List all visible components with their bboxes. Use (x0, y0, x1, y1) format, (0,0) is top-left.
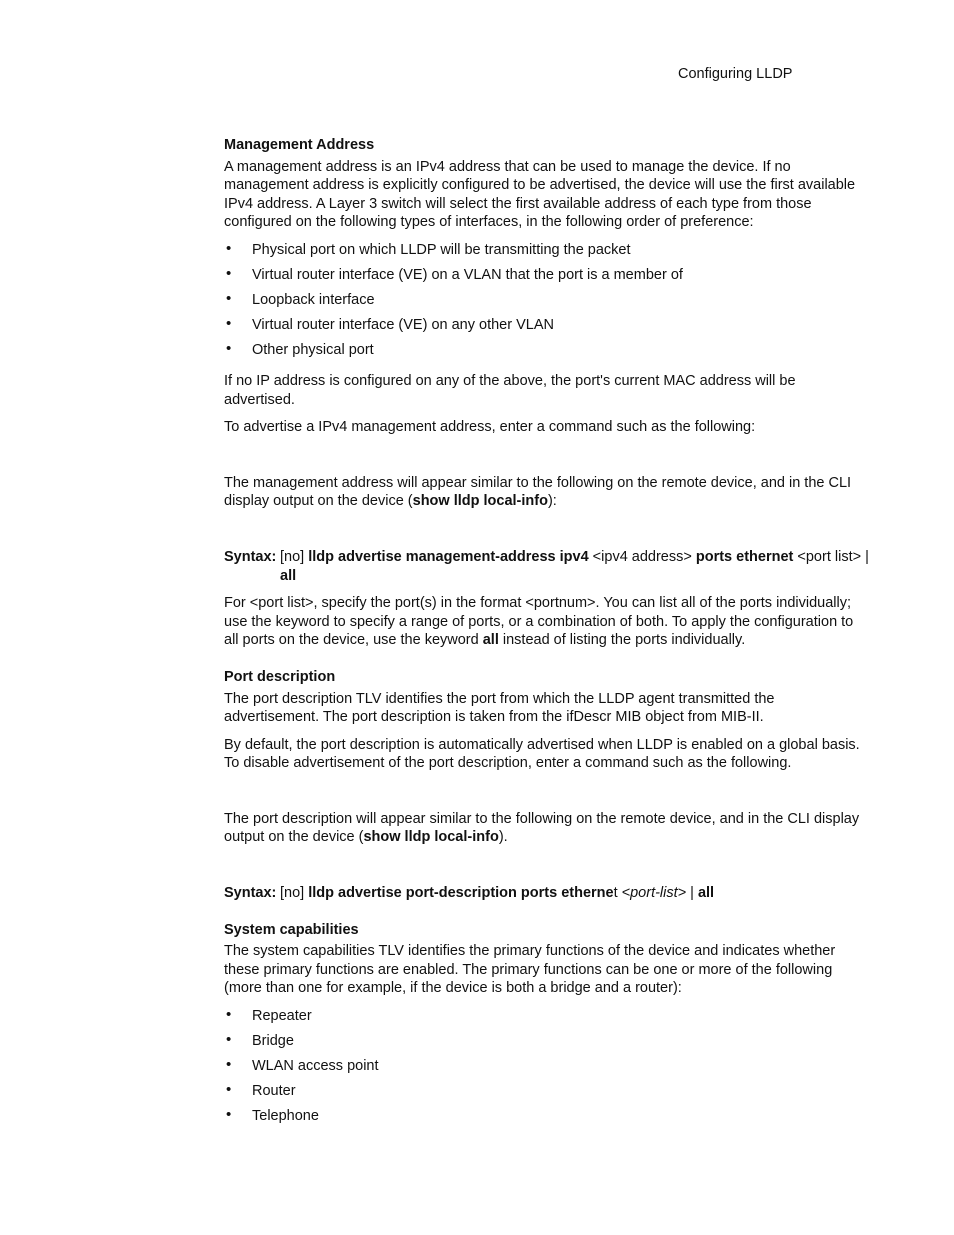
keyword-all: all (482, 632, 499, 649)
list-item: • Bridge (224, 1032, 870, 1057)
syntax-body: [no] lldp advertise management-address ipv4 <ipv4 address> ports ethernet <port list> | all (280, 548, 869, 584)
section-heading-system-capabilities: System capabilities (224, 921, 359, 938)
list-item: • Repeater (224, 1007, 870, 1032)
command-output-placeholder (224, 856, 870, 884)
portdesc-syntax (224, 884, 870, 903)
portdesc-intro-paragraph: The port description TLV identifies the port from which the LLDP agent transmitted the advertisement. The port description is taken from the ifDescr MIB object from MIB-II. (224, 690, 775, 726)
mgmt-to-advertise-paragraph: To advertise a IPv4 management address, enter a command such as the following: (224, 419, 756, 436)
list-item: • Loopback interface (224, 291, 870, 316)
list-item: • Physical port on which LLDP will be transmitting the packet (224, 241, 870, 266)
syntax-label: Syntax: (224, 548, 277, 565)
list-item: • WLAN access point (224, 1057, 870, 1082)
command-example-placeholder (224, 446, 870, 474)
mgmt-appear-paragraph: The management address will appear similar to the following on the remote device, and in the CLI display output on the device (show lldp local-info): (224, 474, 852, 510)
page-content (224, 136, 870, 1138)
mgmt-syntax (224, 548, 870, 585)
list-item: • Other physical port (224, 341, 870, 366)
section-heading-management-address: Management Address (224, 137, 375, 153)
syscap-intro-paragraph: The system capabilities TLV identifies the primary functions of the device and indicates whether these primary functions are enabled. The primary functions can be one or more of the following (more than one for example, if the device is both a bridge and a router): (224, 943, 836, 997)
mgmt-intro-paragraph: A management address is an IPv4 address that can be used to manage the device. If no management address is explicitly configured to be advertised, the device will use the first available IPv4 address. A Layer 3 switch will select the first available address of each type from those configured on the following types of interfaces, in the following order of preference: (224, 158, 856, 231)
list-item: • Router (224, 1082, 870, 1107)
portdesc-default-paragraph: By default, the port description is automatically advertised when LLDP is enabled on a global basis. To disable advertisement of the port description, enter a command such as the following. (224, 736, 860, 772)
mgmt-portlist-paragraph: For <port list>, specify the port(s) in the format <portnum>. You can list all of the ports individually; use the keyword to specify a range of ports, or a combination of both. To apply the configuration to all ports on the device, use the keyword all instead of listing the ports individually. (224, 595, 854, 649)
list-item: • Virtual router interface (VE) on a VLAN that the port is a member of (224, 266, 870, 291)
syscap-function-list (224, 1007, 870, 1132)
section-heading-port-description: Port description (224, 668, 336, 685)
command-example-placeholder (224, 782, 870, 810)
command-output-placeholder (224, 520, 870, 548)
list-item: • Telephone (224, 1107, 870, 1132)
syntax-body: [no] lldp advertise port-description ports ethernet <port-list> | all (280, 885, 715, 902)
running-header: Configuring LLDP (678, 66, 793, 82)
command-keyword: show lldp local-info (412, 493, 548, 510)
list-item: • Virtual router interface (VE) on any other VLAN (224, 316, 870, 341)
mgmt-no-ip-paragraph: If no IP address is configured on any of the above, the port's current MAC address will be advertised. (224, 372, 796, 408)
syntax-label: Syntax: (224, 885, 277, 902)
mgmt-interface-list (224, 241, 870, 366)
portdesc-appear-paragraph: The port description will appear similar to the following on the remote device, and in the CLI display output on the device (show lldp local-info). (224, 810, 860, 846)
command-keyword: show lldp local-info (363, 829, 499, 846)
